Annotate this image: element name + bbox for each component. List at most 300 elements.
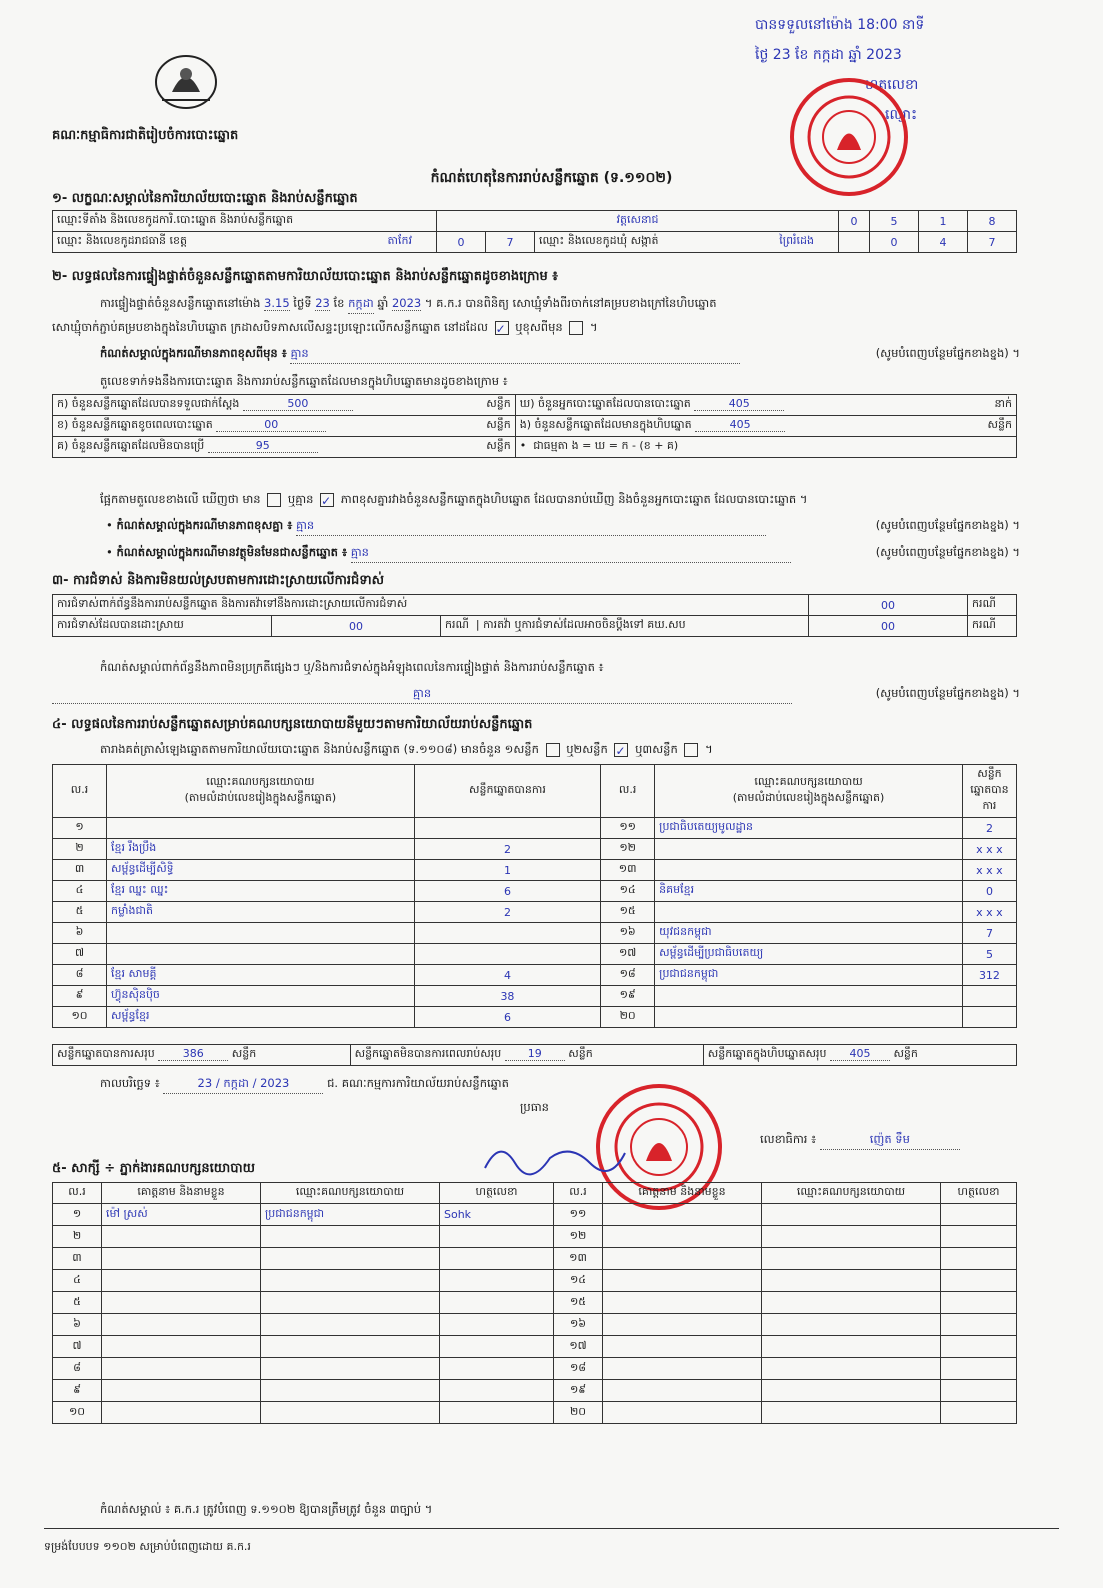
witness-party — [261, 1358, 440, 1380]
witness-name — [603, 1226, 762, 1248]
one-sheet-checkbox[interactable] — [546, 743, 560, 757]
commune-label — [535, 232, 839, 253]
secretary-line — [760, 1132, 960, 1150]
seal-check-line: សោឃ្មុំចាក់ភ្ជាប់គម្របខាងក្នុងនៃហិបឆ្នោត ក្រដាសបិទភាសលើសន្ទះប្រឡោះលើកសន្លឹកឆ្នោត នៅដដែល ✓ ឬខុសពីមុន ។ — [52, 320, 598, 336]
totals-table — [52, 1044, 1017, 1066]
witness-party — [261, 1226, 440, 1248]
objections-table — [52, 594, 1017, 637]
chair-signature-icon — [480, 1138, 630, 1178]
form-id: ទម្រង់បែបបទ ១១០២ សម្រាប់បំពេញដោយ គ.ក.រ — [44, 1540, 251, 1553]
witness-no: ១៤ — [554, 1270, 603, 1292]
fill-hint: (សូមបំពេញបន្ថែមផ្នែកខាងខ្នង) ។ — [875, 518, 1020, 532]
witness-name — [603, 1314, 762, 1336]
table-row — [53, 1336, 1017, 1358]
received-ballots-value: 500 — [243, 397, 353, 411]
col-no: ល.រ — [601, 765, 655, 818]
col-party: ឈ្មោះគណបក្សនយោបាយ — [261, 1183, 440, 1204]
party-no: ១៦ — [601, 923, 655, 944]
table-row — [53, 860, 1017, 881]
table-row — [53, 1380, 1017, 1402]
party-name — [655, 860, 963, 881]
party-votes: 2 — [414, 902, 600, 923]
text: ឃ) ចំនួនអ្នកបោះឆ្នោតដែលបានបោះឆ្នោត — [519, 397, 691, 410]
verification-time: 3.15 — [264, 296, 290, 310]
party-no: ៨ — [53, 965, 107, 986]
text: កាលបរិច្ឆេទ ៖ — [100, 1076, 160, 1090]
party-name — [107, 818, 415, 839]
same-checkbox[interactable]: ✓ — [495, 321, 509, 335]
witness-signature — [941, 1248, 1017, 1270]
witness-name — [603, 1402, 762, 1424]
irregularity-note-line — [52, 686, 1020, 704]
table-row — [53, 1292, 1017, 1314]
party-no: ១៧ — [601, 944, 655, 965]
party-votes: 1 — [414, 860, 600, 881]
witness-no: ៧ — [53, 1336, 102, 1358]
formula-cell: • ជាធម្មតា ង = ឃ = ក - (ខ + គ) — [515, 437, 1016, 458]
text: ភាពខុសគ្នារវាងចំនួនសន្លឹកឆ្នោតក្នុងហិបឆ្នោត ដែលបានរាប់ឃើញ និងចំនួនអ្នកបោះឆ្នោត ដែលបានបោះឆ្នោត ។ — [340, 492, 808, 506]
col-name: គោត្តនាម និងនាមខ្លួន — [603, 1183, 762, 1204]
voters-value: 405 — [694, 397, 784, 411]
witness-name — [603, 1358, 762, 1380]
section5-heading: ៥- សាក្សី ÷ ភ្នាក់ងារគណបក្សនយោបាយ — [52, 1161, 255, 1176]
text: ជ. គណៈកម្មការការិយាល័យរាប់សន្លឹកឆ្នោត — [327, 1076, 509, 1090]
witness-no: ១៨ — [554, 1358, 603, 1380]
party-votes — [414, 944, 600, 965]
witness-name — [102, 1336, 261, 1358]
commune-code-digit: 7 — [968, 232, 1017, 253]
witness-no: ២០ — [554, 1402, 603, 1424]
three-sheet-checkbox[interactable] — [684, 743, 698, 757]
party-name: ខ្មែរ សាមគ្គី — [107, 965, 415, 986]
text: សន្លឹកឆ្នោតមិនបានការពេលរាប់សរុប — [354, 1047, 502, 1060]
invalid-total — [350, 1045, 703, 1066]
witness-party — [261, 1292, 440, 1314]
witness-signature — [440, 1248, 554, 1270]
col-party — [655, 765, 963, 818]
section3-heading: ៣- ការជំទាស់ និងការមិនយល់ស្របតាមការដោះស្រាយលើការជំទាស់ — [52, 573, 384, 588]
divider — [44, 1528, 1059, 1529]
witness-party — [762, 1314, 941, 1336]
text: ថ្ងៃទី — [293, 296, 312, 310]
station-code-digit: 8 — [968, 211, 1017, 232]
witness-name — [102, 1314, 261, 1336]
verification-line — [100, 296, 1020, 314]
section1-heading: ១- លក្ខណៈសម្គាល់នៃការិយាល័យបោះឆ្នោត និងរាប់សន្លឹកឆ្នោត — [52, 191, 358, 206]
section2-heading: ២- លទ្ធផលនៃការផ្ទៀងផ្ទាត់ចំនួនសន្លឹកឆ្នោតតាមការិយាល័យបោះឆ្នោត និងរាប់សន្លឹកឆ្នោតដូចខាងក្រោម ៖ — [52, 269, 558, 284]
witness-name — [102, 1358, 261, 1380]
table-row — [53, 881, 1017, 902]
unit: សន្លឹក — [231, 1047, 257, 1060]
witness-no: ៤ — [53, 1270, 102, 1292]
witness-name: ម៉ៅ ស្រស់ — [102, 1204, 261, 1226]
fill-hint: (សូមបំពេញបន្ថែមផ្នែកខាងខ្នង) ។ — [875, 545, 1020, 559]
discrepancy-note-line: • កំណត់សម្គាល់ក្នុងករណីមានភាពខុសគ្នា ៖ គ្មាន (សូមបំពេញបន្ថែមផ្នែកខាងខ្នង) ។ — [106, 518, 1020, 536]
commune-label-text: ឈ្មោះ និងលេខកូដឃុំ សង្កាត់ — [539, 234, 659, 247]
party-votes — [962, 986, 1016, 1007]
col-sign: ហត្ថលេខា — [440, 1183, 554, 1204]
table-row — [53, 986, 1017, 1007]
witness-name — [102, 1270, 261, 1292]
party-votes: 2 — [414, 839, 600, 860]
col-name: គោត្តនាម និងនាមខ្លួន — [102, 1183, 261, 1204]
witness-no: ៦ — [53, 1314, 102, 1336]
witness-no: ២ — [53, 1226, 102, 1248]
party-no: ៣ — [53, 860, 107, 881]
witness-no: ១៩ — [554, 1380, 603, 1402]
text: ឬ៣សន្លឹក — [635, 742, 678, 756]
table-row — [53, 923, 1017, 944]
organization-name: គណៈកម្មាធិការជាតិរៀបចំការបោះឆ្នោត — [52, 128, 239, 143]
results-table — [52, 764, 1017, 1028]
unit: សន្លឹក — [486, 397, 511, 410]
text: ឈ្មោះគណបក្សនយោបាយ — [754, 775, 863, 788]
voters-row — [515, 395, 1016, 416]
station-code-digit: 5 — [870, 211, 919, 232]
party-votes — [414, 818, 600, 839]
party-votes: x x x — [962, 902, 1016, 923]
witness-party — [762, 1358, 941, 1380]
text: ង) ចំនួនសន្លឹកឆ្នោតដែលមានក្នុងហិបឆ្នោត — [519, 418, 692, 431]
party-name — [655, 902, 963, 923]
text: ឈ្មោះគណបក្សនយោបាយ — [206, 775, 315, 788]
document-title: កំណត់ហេតុនៃការរាប់សន្លឹកឆ្នោត (ទ.១១០២) — [430, 170, 673, 186]
station-label: ឈ្មោះទីតាំង និងលេខកូដការិ.បោះឆ្នោត និងរាប់សន្លឹកឆ្នោត — [53, 211, 437, 232]
two-sheet-checkbox[interactable]: ✓ — [614, 743, 628, 757]
text: (តាមលំដាប់លេខរៀងក្នុងសន្លឹកឆ្នោត) — [732, 791, 885, 804]
different-checkbox[interactable] — [569, 321, 583, 335]
witness-no: ៨ — [53, 1358, 102, 1380]
witness-name — [102, 1248, 261, 1270]
witness-party — [261, 1402, 440, 1424]
witness-name — [102, 1380, 261, 1402]
col-sign: ហត្ថលេខា — [941, 1183, 1017, 1204]
irregularity-note-value: គ្មាន — [52, 686, 792, 704]
col-votes: សន្លឹកឆ្នោតបានការ — [414, 765, 600, 818]
witness-no: ១២ — [554, 1226, 603, 1248]
table-row — [53, 944, 1017, 965]
table-row — [53, 818, 1017, 839]
party-votes — [414, 923, 600, 944]
unit: ករណី — [968, 616, 1017, 637]
party-votes: x x x — [962, 860, 1016, 881]
witness-party — [762, 1248, 941, 1270]
witness-no: ១៦ — [554, 1314, 603, 1336]
party-name: ហ៊្វុនស៊ិនប៉ិច — [107, 986, 415, 1007]
table-row — [53, 1402, 1017, 1424]
table-row — [53, 965, 1017, 986]
no-discrepancy-checkbox[interactable]: ✓ — [320, 493, 334, 507]
objections-label: ការជំទាស់ពាក់ព័ន្ធនឹងការរាប់សន្លឹកឆ្នោត និងការតវ៉ាទៅនឹងការដោះស្រាយលើការជំទាស់ — [53, 595, 809, 616]
party-name: យុវជនកម្ពុជា — [655, 923, 963, 944]
witness-party — [261, 1248, 440, 1270]
party-no: ៧ — [53, 944, 107, 965]
witness-no: ១៧ — [554, 1336, 603, 1358]
appeal-label: ករណី | ការតវ៉ា ឬការជំទាស់ដែលអាចចិនប្តឹងទៅ គឃ.សប — [441, 616, 809, 637]
box-total-value: 405 — [830, 1047, 890, 1061]
difference-note-line — [100, 346, 1020, 364]
witness-party — [762, 1336, 941, 1358]
ballot-figures-table — [52, 394, 1017, 458]
verification-day: 23 — [315, 296, 330, 310]
party-name: សម្ព័ន្ធខ្មែរ — [107, 1007, 415, 1028]
unit: សន្លឹក — [486, 439, 511, 452]
unit: នាក់ — [994, 397, 1012, 410]
province-code-digit: 0 — [437, 232, 486, 253]
date-line — [100, 1076, 509, 1094]
witness-no: ១០ — [53, 1402, 102, 1424]
unit: ករណី — [445, 618, 469, 631]
difference-note-value: គ្មាន — [290, 346, 740, 364]
province-label-text: ឈ្មោះ និងលេខកូដរាជធានី ខេត្ត — [57, 234, 187, 247]
text: ក) ចំនួនសន្លឹកឆ្នោតដែលបានទទួលជាក់ស្តែង — [57, 397, 240, 410]
witness-no: ៣ — [53, 1248, 102, 1270]
text: ឬ២សន្លឹក — [566, 742, 608, 756]
party-name — [655, 839, 963, 860]
party-no: ១ — [53, 818, 107, 839]
party-name — [107, 923, 415, 944]
party-name: ប្រជាជនកម្ពុជា — [655, 965, 963, 986]
witness-party — [762, 1270, 941, 1292]
party-votes — [962, 1007, 1016, 1028]
col-party: ឈ្មោះគណបក្សនយោបាយ — [762, 1183, 941, 1204]
party-no: ១៩ — [601, 986, 655, 1007]
witness-table — [52, 1182, 1017, 1424]
text: (តាមលំដាប់លេខរៀងក្នុងសន្លឹកឆ្នោត) — [184, 791, 337, 804]
note-label: កំណត់សម្គាល់ក្នុងករណីមានភាពខុសពីមុន ៖ — [100, 346, 287, 360]
table-row — [53, 839, 1017, 860]
figures-intro: តួលេខទាក់ទងនឹងការបោះឆ្នោត និងការរាប់សន្លឹកឆ្នោតដែលមានក្នុងហិបឆ្នោតមានដូចខាងក្រោម ៖ — [100, 374, 508, 388]
appeal-value: 00 — [809, 616, 968, 637]
text: ឆ្នាំ — [377, 296, 389, 310]
text: ការផ្ទៀងផ្ទាត់ចំនួនសន្លឹកឆ្នោតនៅម៉ោង — [100, 296, 261, 310]
witness-name — [603, 1204, 762, 1226]
witness-signature — [941, 1270, 1017, 1292]
note-label: កំណត់សម្គាល់ក្នុងករណីមានវត្ថុមិនមែនជាសន្លឹកឆ្នោត ៖ — [116, 545, 348, 559]
party-votes: 7 — [962, 923, 1016, 944]
unit: សន្លឹក — [568, 1047, 593, 1060]
party-votes: 312 — [962, 965, 1016, 986]
text: សន្លឹកឆ្នោតក្នុងហិបឆ្នោតសរុប — [707, 1047, 827, 1060]
commune-code-digit: 4 — [919, 232, 968, 253]
commune-code-digit: 0 — [870, 232, 919, 253]
tally-sheet-line: តារាងគត់ត្រាសំឡេងឆ្នោតតាមការិយាល័យបោះឆ្នោត និងរាប់សន្លឹកឆ្នោត (ទ.១១០៨) មានចំនួន ១សន្លឹក ឬ២សន្លឹក ✓ ឬ៣សន្លឹក ។ — [100, 742, 713, 758]
unused-ballots-value: 95 — [208, 439, 318, 453]
party-name: កម្លាំងជាតិ — [107, 902, 415, 923]
col-no: ល.រ — [53, 1183, 102, 1204]
has-discrepancy-checkbox[interactable] — [267, 493, 281, 507]
party-no: ១២ — [601, 839, 655, 860]
party-no: ៩ — [53, 986, 107, 1007]
witness-signature — [440, 1270, 554, 1292]
col-votes: សន្លឹកឆ្នោតបានការ — [962, 765, 1016, 818]
party-name: សម្ព័ន្ធដើម្បីសិទ្ធិ — [107, 860, 415, 881]
witness-signature — [440, 1226, 554, 1248]
province-code-digit: 7 — [486, 232, 535, 253]
station-code-digit: 0 — [839, 211, 870, 232]
resolved-label: ការជំទាស់ដែលបានដោះស្រាយ — [53, 616, 272, 637]
receipt-note-line: ថ្ងៃ 23 ខែ កក្កដា ឆ្នាំ 2023 — [755, 47, 902, 63]
text: សន្លឹកឆ្នោតបានការសរុប — [57, 1047, 155, 1060]
unit: សន្លឹក — [893, 1047, 918, 1060]
party-name — [655, 986, 963, 1007]
ballots-in-box-value: 405 — [695, 418, 785, 432]
fill-hint: (សូមបំពេញបន្ថែមផ្នែកខាងខ្នង) ។ — [875, 686, 1020, 700]
table-row — [53, 1204, 1017, 1226]
party-no: ២០ — [601, 1007, 655, 1028]
receipt-note-line: បានទទួលនៅម៉ោង 18:00 នាទី — [755, 17, 925, 33]
box-total — [703, 1045, 1016, 1066]
party-votes: 0 — [962, 881, 1016, 902]
party-name — [655, 1007, 963, 1028]
station-name: វត្តសេនាជ — [437, 211, 839, 232]
discrepancy-line — [100, 492, 1020, 509]
valid-total — [53, 1045, 351, 1066]
table-row — [53, 1007, 1017, 1028]
witness-signature — [941, 1380, 1017, 1402]
witness-signature — [941, 1336, 1017, 1358]
witness-name — [102, 1292, 261, 1314]
party-name: ខ្មែរ រឹងប្រឹង — [107, 839, 415, 860]
party-no: ៦ — [53, 923, 107, 944]
invalid-total-value: 19 — [505, 1047, 565, 1061]
witness-party — [762, 1402, 941, 1424]
foreign-object-note-line: • កំណត់សម្គាល់ក្នុងករណីមានវត្ថុមិនមែនជាសន្លឹកឆ្នោត ៖ គ្មាន (សូមបំពេញបន្ថែមផ្នែកខាងខ្នង) ។ — [106, 545, 1020, 563]
col-no: ល.រ — [554, 1183, 603, 1204]
party-no: ២ — [53, 839, 107, 860]
table-row — [53, 1270, 1017, 1292]
party-votes: 4 — [414, 965, 600, 986]
party-votes: 38 — [414, 986, 600, 1007]
formula: ជាធម្មតា ង = ឃ = ក - (ខ + គ) — [533, 439, 679, 452]
witness-no: ៩ — [53, 1380, 102, 1402]
valid-total-value: 386 — [158, 1047, 228, 1061]
table-row — [53, 1314, 1017, 1336]
witness-signature — [941, 1204, 1017, 1226]
date-value: 23 / កក្កដា / 2023 — [163, 1076, 323, 1094]
unit: សន្លឹក — [486, 418, 511, 431]
verification-month: កក្កដា — [348, 296, 374, 314]
witness-name — [603, 1248, 762, 1270]
witness-signature — [941, 1314, 1017, 1336]
witness-signature — [941, 1402, 1017, 1424]
text: ខ) ចំនួនសន្លឹកឆ្នោតខូចពេលបោះឆ្នោត — [57, 418, 213, 431]
witness-no: ១ — [53, 1204, 102, 1226]
witness-signature — [440, 1292, 554, 1314]
witness-name — [102, 1226, 261, 1248]
witness-party: ប្រជាជនកម្ពុជា — [261, 1204, 440, 1226]
witness-signature — [941, 1292, 1017, 1314]
verification-year: 2023 — [391, 296, 422, 310]
witness-no: ១៣ — [554, 1248, 603, 1270]
party-votes: x x x — [962, 839, 1016, 860]
witness-name — [603, 1336, 762, 1358]
text: ឬខុសពីមុន — [515, 320, 563, 334]
party-name: ខ្មែរ ឈ្នះ ឈ្នះ — [107, 881, 415, 902]
party-no: ១១ — [601, 818, 655, 839]
text: សោឃ្មុំចាក់ភ្ជាប់គម្របខាងក្នុងនៃហិបឆ្នោត ក្រដាសបិទភាសលើសន្ទះប្រឡោះលើកសន្លឹកឆ្នោត នៅដដែល — [52, 320, 488, 334]
text: លេខាធិការ ៖ — [760, 1132, 817, 1146]
party-no: ១៤ — [601, 881, 655, 902]
unit: សន្លឹក — [987, 418, 1012, 431]
party-no: ៥ — [53, 902, 107, 923]
witness-signature — [440, 1380, 554, 1402]
received-ballots-row — [53, 395, 516, 416]
witness-signature — [440, 1358, 554, 1380]
witness-party — [762, 1380, 941, 1402]
text: ឬគ្មាន — [287, 492, 314, 506]
witness-signature — [440, 1402, 554, 1424]
chair-label: ប្រធាន — [520, 1100, 549, 1114]
witness-party — [261, 1314, 440, 1336]
witness-no: ១៥ — [554, 1292, 603, 1314]
party-votes: 6 — [414, 1007, 600, 1028]
section4-heading: ៤- លទ្ធផលនៃការរាប់សន្លឹកឆ្នោតសម្រាប់គណបក្សនយោបាយនីមួយៗតាមការិយាល័យរាប់សន្លឹកឆ្នោត — [52, 717, 533, 732]
party-votes: 2 — [962, 818, 1016, 839]
station-info-table — [52, 210, 1017, 253]
col-party — [107, 765, 415, 818]
irregularity-note-label: កំណត់សម្គាល់ពាក់ព័ន្ធនឹងភាពមិនប្រក្រតីផ្សេងៗ ឬ/និងការជំទាស់ក្នុងអំឡុងពេលនៃការផ្ទៀងផ្ទាត់ និងការរាប់សន្លឹកឆ្នោត ៖ — [100, 660, 604, 674]
foreign-object-note-value: គ្មាន — [351, 545, 791, 563]
unit: ករណី — [968, 595, 1017, 616]
party-name: ប្រជាធិបតេយ្យមូលដ្ឋាន — [655, 818, 963, 839]
witness-no: ១១ — [554, 1204, 603, 1226]
spoiled-ballots-value: 00 — [216, 418, 326, 432]
col-no: ល.រ — [53, 765, 107, 818]
witness-no: ៥ — [53, 1292, 102, 1314]
objections-value: 00 — [809, 595, 968, 616]
party-no: ១០ — [53, 1007, 107, 1028]
text: ។ គ.ក.រ បានពិនិត្យ សោឃ្មុំទាំងពីរចាក់នៅគម្របខាងក្រៅនៃហិបឆ្នោត — [424, 296, 717, 310]
party-name: និគមខ្មែរ — [655, 881, 963, 902]
spoiled-ballots-row — [53, 416, 516, 437]
witness-signature — [440, 1314, 554, 1336]
party-name: សម្ព័ន្ធដើម្បីប្រជាធិបតេយ្យ — [655, 944, 963, 965]
station-code-digit: 1 — [919, 211, 968, 232]
resolved-value: 00 — [272, 616, 441, 637]
party-no: ១៨ — [601, 965, 655, 986]
text: ផ្អែកតាមតួលេខខាងលើ ឃើញថា មាន — [100, 492, 261, 506]
footer-note: កំណត់សម្គាល់ ៖ គ.ក.រ ត្រូវបំពេញ ទ.១១០២ ឱ្យបានត្រឹមត្រូវ ចំនួន ៣ច្បាប់ ។ — [100, 1502, 433, 1516]
province-name: តាកែវ — [387, 234, 412, 247]
table-row — [53, 902, 1017, 923]
witness-name — [603, 1270, 762, 1292]
party-no: ១៣ — [601, 860, 655, 881]
witness-party — [762, 1204, 941, 1226]
witness-name — [102, 1402, 261, 1424]
receipt-note-line: ឈ្មោះ — [885, 107, 918, 123]
party-no: ១៥ — [601, 902, 655, 923]
text: តារាងគត់ត្រាសំឡេងឆ្នោតតាមការិយាល័យបោះឆ្នោត និងរាប់សន្លឹកឆ្នោត (ទ.១១០៨) មានចំនួន ១សន្លឹក — [100, 742, 539, 756]
witness-party — [261, 1270, 440, 1292]
party-no: ៤ — [53, 881, 107, 902]
secretary-name: ញ៉េត ទឹម — [820, 1132, 960, 1150]
party-name — [107, 944, 415, 965]
receipt-note-line: ហត្ថលេខា — [865, 77, 919, 93]
ballots-in-box-row — [515, 416, 1016, 437]
table-row — [53, 1358, 1017, 1380]
witness-signature — [941, 1358, 1017, 1380]
table-row — [53, 1226, 1017, 1248]
nec-emblem-icon — [150, 52, 222, 112]
party-votes: 6 — [414, 881, 600, 902]
witness-party — [261, 1336, 440, 1358]
text: គ) ចំនួនសន្លឹកឆ្នោតដែលមិនបានប្រើ — [57, 439, 205, 452]
witness-party — [762, 1292, 941, 1314]
witness-signature — [941, 1226, 1017, 1248]
fill-hint: (សូមបំពេញបន្ថែមផ្នែកខាងខ្នង) ។ — [875, 346, 1020, 360]
witness-name — [603, 1292, 762, 1314]
